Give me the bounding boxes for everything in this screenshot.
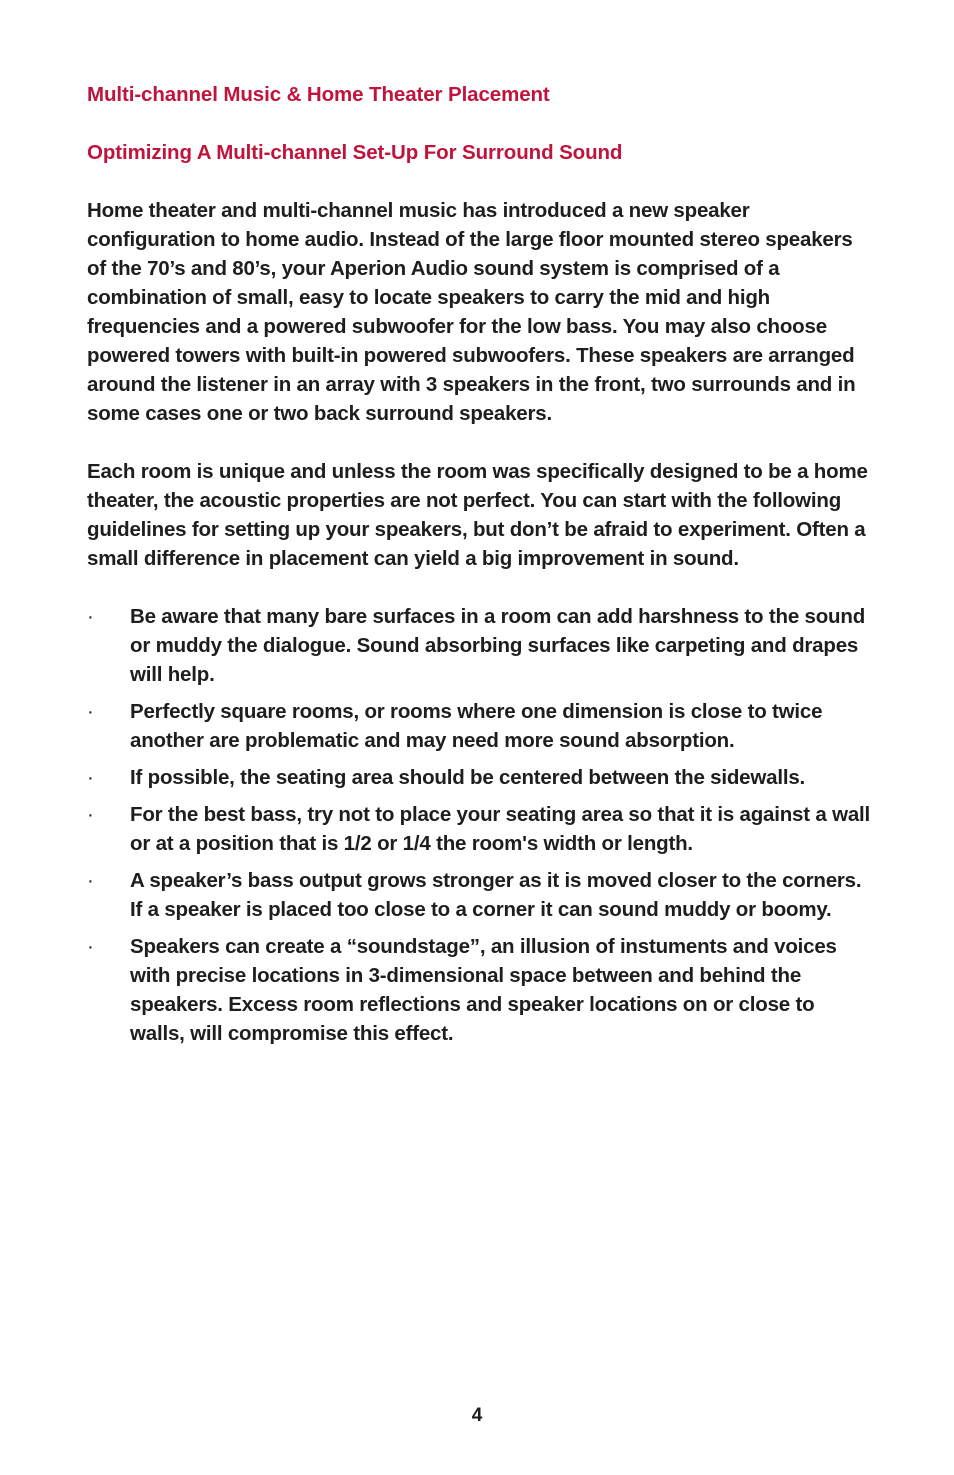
page-content [87, 80, 872, 1056]
list-item-text: If possible, the seating area should be centered between the sidewalls. [130, 766, 806, 789]
list-item [87, 697, 872, 755]
section-title: Multi-channel Music & Home Theater Placement [87, 83, 550, 106]
bullet-marker: · [87, 869, 94, 892]
bullet-marker: · [87, 803, 94, 826]
list-item-text: Speakers can create a “soundstage”, an illusion of instuments and voices with precise locations in 3-dimensional space between and behind the speakers. Excess room reflections and speaker locations on or close to walls, will compromise this effect. [130, 935, 837, 1045]
list-item-text: For the best bass, try not to place your seating area so that it is against a wall or at a position that is 1/2 or 1/4 the room's width or length. [130, 803, 871, 855]
guidelines-paragraph: Each room is unique and unless the room was specifically designed to be a home theater, the acoustic properties are not perfect. You can start with the following guidelines for setting up your speakers, but don’t be afraid to experiment. Often a small difference in placement can yield a big improvement in sound. [87, 460, 868, 570]
list-item [87, 932, 872, 1048]
bullet-marker: · [87, 605, 94, 628]
intro-paragraph: Home theater and multi-channel music has introduced a new speaker configuration to home audio. Instead of the large floor mounted stereo speakers of the 70’s and 80’s, your Aperion Audio sound system is comprised of a combination of small, easy to locate speakers to carry the mid and high frequencies and a powered subwoofer for the low bass. You may also choose powered towers with built-in powered subwoofers. These speakers are arranged around the listener in an array with 3 speakers in the front, two surrounds and in some cases one or two back surround speakers. [87, 199, 856, 425]
page-number: 4 [471, 1405, 483, 1426]
subsection-title: Optimizing A Multi-channel Set-Up For Surround Sound [87, 141, 623, 164]
bullet-marker: · [87, 766, 94, 789]
bullet-marker: · [87, 700, 94, 723]
list-item [87, 602, 872, 689]
bullet-marker: · [87, 935, 94, 958]
list-item [87, 800, 872, 858]
list-item [87, 866, 872, 924]
list-item-text: Be aware that many bare surfaces in a room can add harshness to the sound or muddy the dialogue. Sound absorbing surfaces like carpeting and drapes will help. [130, 605, 866, 686]
list-item [87, 763, 872, 792]
placement-tips-list [87, 602, 872, 1048]
list-item-text: Perfectly square rooms, or rooms where one dimension is close to twice another are problematic and may need more sound absorption. [130, 700, 823, 752]
list-item-text: A speaker’s bass output grows stronger as it is moved closer to the corners. If a speaker is placed too close to a corner it can sound muddy or boomy. [130, 869, 862, 921]
